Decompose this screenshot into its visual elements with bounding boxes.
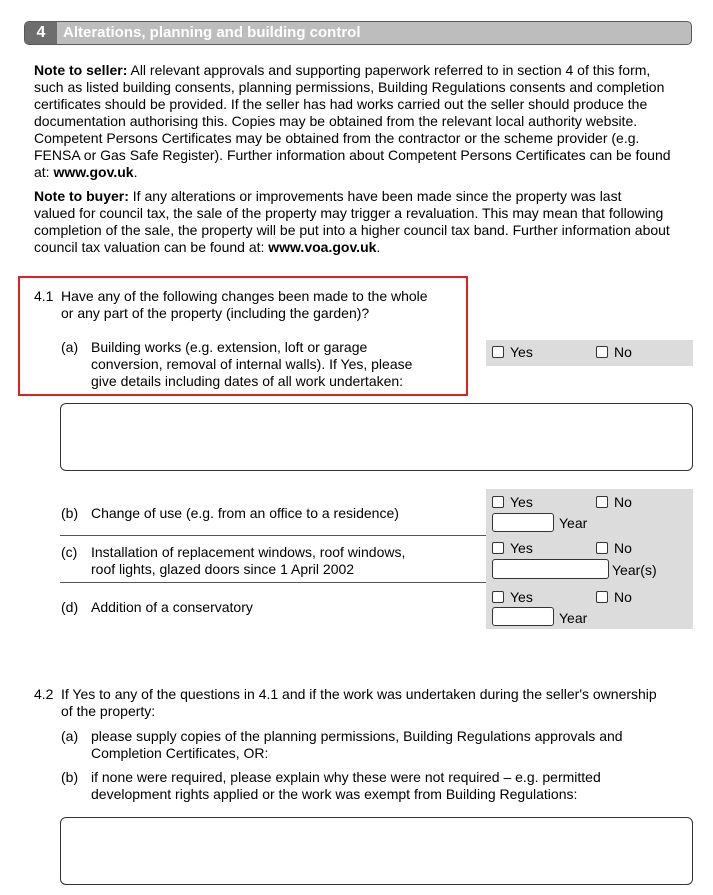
q42-number: 4.2 [34, 686, 54, 702]
q42b-text: if none were required, please explain why these were not required – e.g. permitted development rights applied or the work was exempt from Building Regulations: [91, 769, 601, 802]
q41-number: 4.1 [34, 288, 54, 304]
q41b-no[interactable]: No [596, 494, 632, 511]
section-title: Alterations, planning and building control [63, 24, 361, 41]
q41d-no[interactable]: No [596, 589, 632, 606]
q41a-details-input[interactable] [60, 403, 693, 471]
section-number: 4 [25, 22, 57, 44]
note-buyer-label: Note to buyer: [34, 188, 129, 204]
note-to-buyer: Note to buyer: If any alterations or improvements have been made since the property was last valued for council tax, the sale of the property may trigger a revaluation. This may mean that following completion of the sale, the property will be put into a higher council tax band. Further information about council tax valuation can be found at: www.voa.gov.uk. [34, 188, 670, 255]
q41b-year-input[interactable] [492, 513, 554, 532]
q42-question: If Yes to any of the questions in 4.1 and if the work was undertaken during the seller's ownership of the property: [61, 686, 657, 719]
checkbox-icon[interactable] [596, 496, 608, 508]
divider [60, 582, 486, 583]
divider [60, 535, 486, 536]
checkbox-icon[interactable] [596, 591, 608, 603]
checkbox-icon[interactable] [596, 346, 608, 358]
q41d-letter: (d) [61, 599, 79, 615]
note-to-seller: Note to seller: All relevant approvals and supporting paperwork referred to in section 4 of this form, such as listed building consents, planning permissions, Building Regulations consents and completion certificates should be provided. If the seller has had works carried out the seller should produce the documentation authorising this. Copies may be obtained from the relevant local authority website. Competent Persons Certificates may be obtained from the contractor or the scheme provider (e.g. FENSA or Gas Safe Register). Further information about Competent Persons Certificates can be found at: www.gov.uk. [34, 62, 671, 180]
section-header [24, 21, 692, 45]
voa-link[interactable]: www.voa.gov.uk [268, 239, 377, 255]
q42a-letter: (a) [61, 728, 79, 744]
q41b-yes[interactable]: Yes [492, 494, 533, 511]
checkbox-icon[interactable] [596, 542, 608, 554]
q42-details-input[interactable] [60, 817, 693, 885]
q41c-no[interactable]: No [596, 540, 632, 557]
q41d-year-label: Year [559, 610, 588, 626]
q41d-year-input[interactable] [492, 607, 554, 626]
q41a-options [486, 340, 693, 366]
q41c-letter: (c) [61, 544, 78, 560]
q41d-text: Addition of a conservatory [91, 599, 253, 615]
checkbox-icon[interactable] [492, 542, 504, 554]
q41a-yes[interactable]: Yes [492, 344, 533, 361]
q41c-year-label: Year(s) [612, 562, 657, 578]
q41c-text: Installation of replacement windows, roof windows, roof lights, glazed doors since 1 April 2002 [91, 544, 406, 577]
q41a-text: Building works (e.g. extension, loft or garage conversion, removal of internal walls). If Yes, please give details including dates of all work undertaken: [91, 339, 413, 389]
q41a-no[interactable]: No [596, 344, 632, 361]
q41d-yes[interactable]: Yes [492, 589, 533, 606]
note-seller-label: Note to seller: [34, 62, 128, 78]
checkbox-icon[interactable] [492, 591, 504, 603]
q41c-yes[interactable]: Yes [492, 540, 533, 557]
q41-question: Have any of the following changes been made to the whole or any part of the property (including the garden)? [61, 288, 428, 321]
q41b-letter: (b) [61, 505, 79, 521]
gov-link[interactable]: www.gov.uk [53, 164, 134, 180]
q42b-letter: (b) [61, 769, 79, 785]
q41a-letter: (a) [61, 339, 79, 355]
q41c-years-input[interactable] [492, 559, 609, 579]
q41b-year-label: Year [559, 515, 588, 531]
checkbox-icon[interactable] [492, 496, 504, 508]
checkbox-icon[interactable] [492, 346, 504, 358]
q41b-text: Change of use (e.g. from an office to a residence) [91, 505, 399, 521]
q42a-text: please supply copies of the planning permissions, Building Regulations approvals and Completion Certificates, OR: [91, 728, 623, 761]
